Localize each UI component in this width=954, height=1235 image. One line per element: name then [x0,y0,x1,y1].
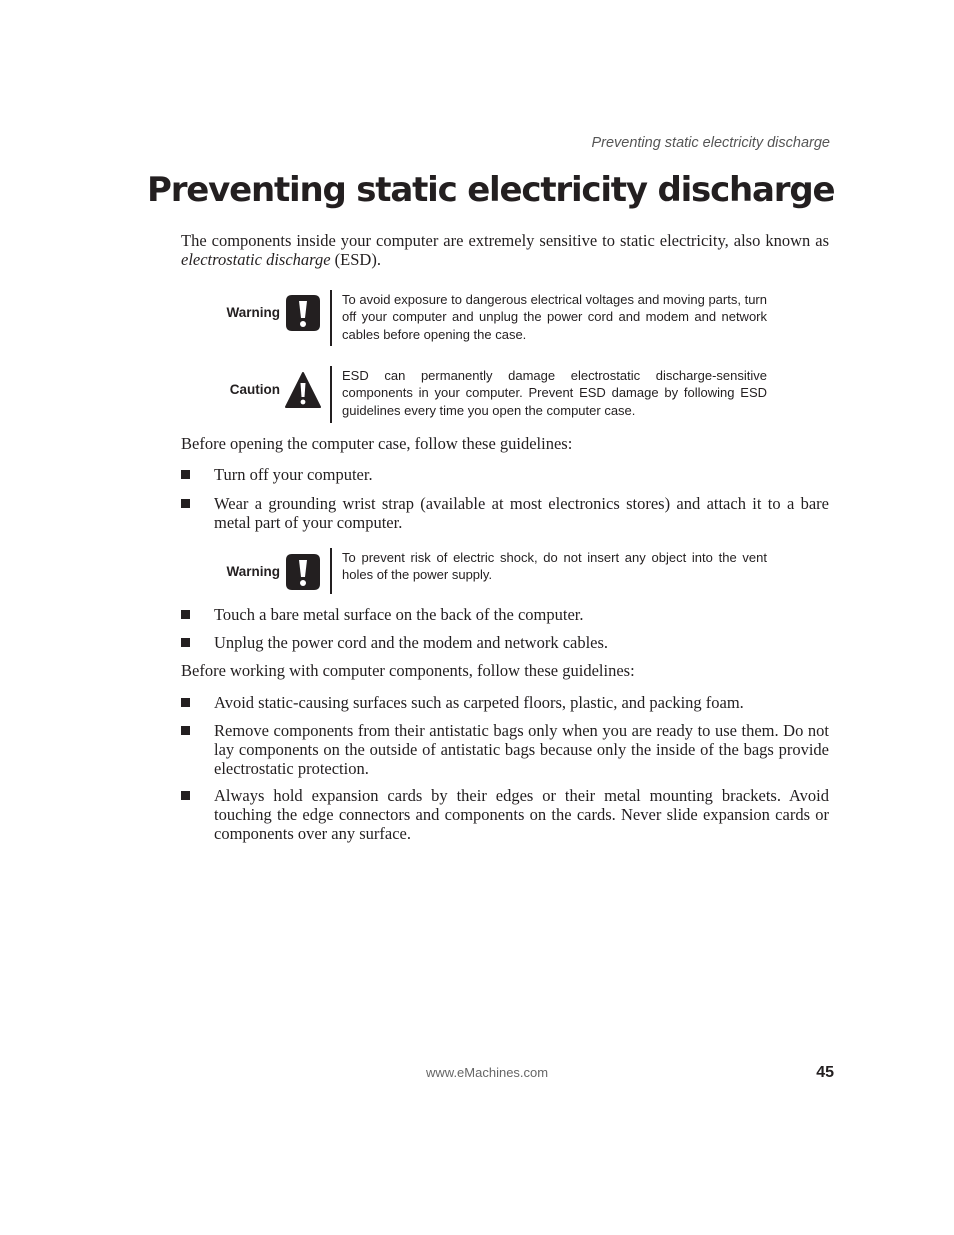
notice-divider [330,290,332,346]
notice-label: Warning [226,305,280,320]
list-item-text: Touch a bare metal surface on the back of the computer. [214,605,584,624]
list-item-text: Remove components from their antistatic bags only when you are ready to use them. Do not lay components on the outside of antistatic bags because only the inside of the bags provide electrostatic protection. [214,721,829,778]
list-item [181,721,829,778]
list-item-text: Always hold expansion cards by their edges or their metal mounting brackets. Avoid touching the edge connectors and components on the cards. Never slide expansion cards or components over any surface. [214,786,829,843]
running-header: Preventing static electricity discharge [591,135,830,151]
list-item [181,494,829,532]
page-title: Preventing static electricity discharge [147,170,835,210]
list-item [181,786,829,843]
section2-lead: Before working with computer components, follow these guidelines: [181,661,635,680]
list-item [181,605,829,624]
bullet-marker [181,698,190,707]
bullet-marker [181,499,190,508]
intro-text-1: The components inside your computer are extremely sensitive to static electricity, also known as [181,231,829,250]
notice-divider [330,366,332,423]
notice-label: Warning [226,564,280,579]
bullet-marker [181,470,190,479]
notice-text: To avoid exposure to dangerous electrical voltages and moving parts, turn off your computer and unplug the power cord and modem and network cables before opening the case. [342,292,767,342]
list-item [181,633,829,652]
intro-emphasis: electrostatic discharge [181,250,331,269]
list-item-text: Turn off your computer. [214,465,373,484]
notice-text: ESD can permanently damage electrostatic discharge-sensitive components in your computer. Prevent ESD damage by following ESD guidelines every time you open the computer case. [342,368,767,418]
section1-lead: Before opening the computer case, follow these guidelines: [181,434,573,453]
list-item-text: Unplug the power cord and the modem and network cables. [214,633,609,652]
bullet-marker [181,726,190,735]
bullet-marker [181,791,190,800]
intro-paragraph [181,231,829,269]
notice-text: To prevent risk of electric shock, do not insert any object into the vent holes of the power supply. [342,550,767,583]
notice-label: Caution [229,382,280,397]
list-item [181,693,829,712]
list-item-text: Wear a grounding wrist strap (available at most electronics stores) and attach it to a bare metal part of your computer. [214,494,829,532]
list-item [181,465,829,484]
exclamation-triangle-icon [284,371,322,414]
list-item-text: Avoid static-causing surfaces such as carpeted floors, plastic, and packing foam. [214,693,744,712]
footer-url: www.eMachines.com [426,1065,549,1080]
exclamation-shield-icon [284,552,322,597]
intro-text-2: (ESD). [330,250,381,269]
page-number: 45 [816,1064,834,1081]
exclamation-shield-icon [284,293,322,338]
notice-divider [330,548,332,594]
bullet-marker [181,638,190,647]
bullet-marker [181,610,190,619]
